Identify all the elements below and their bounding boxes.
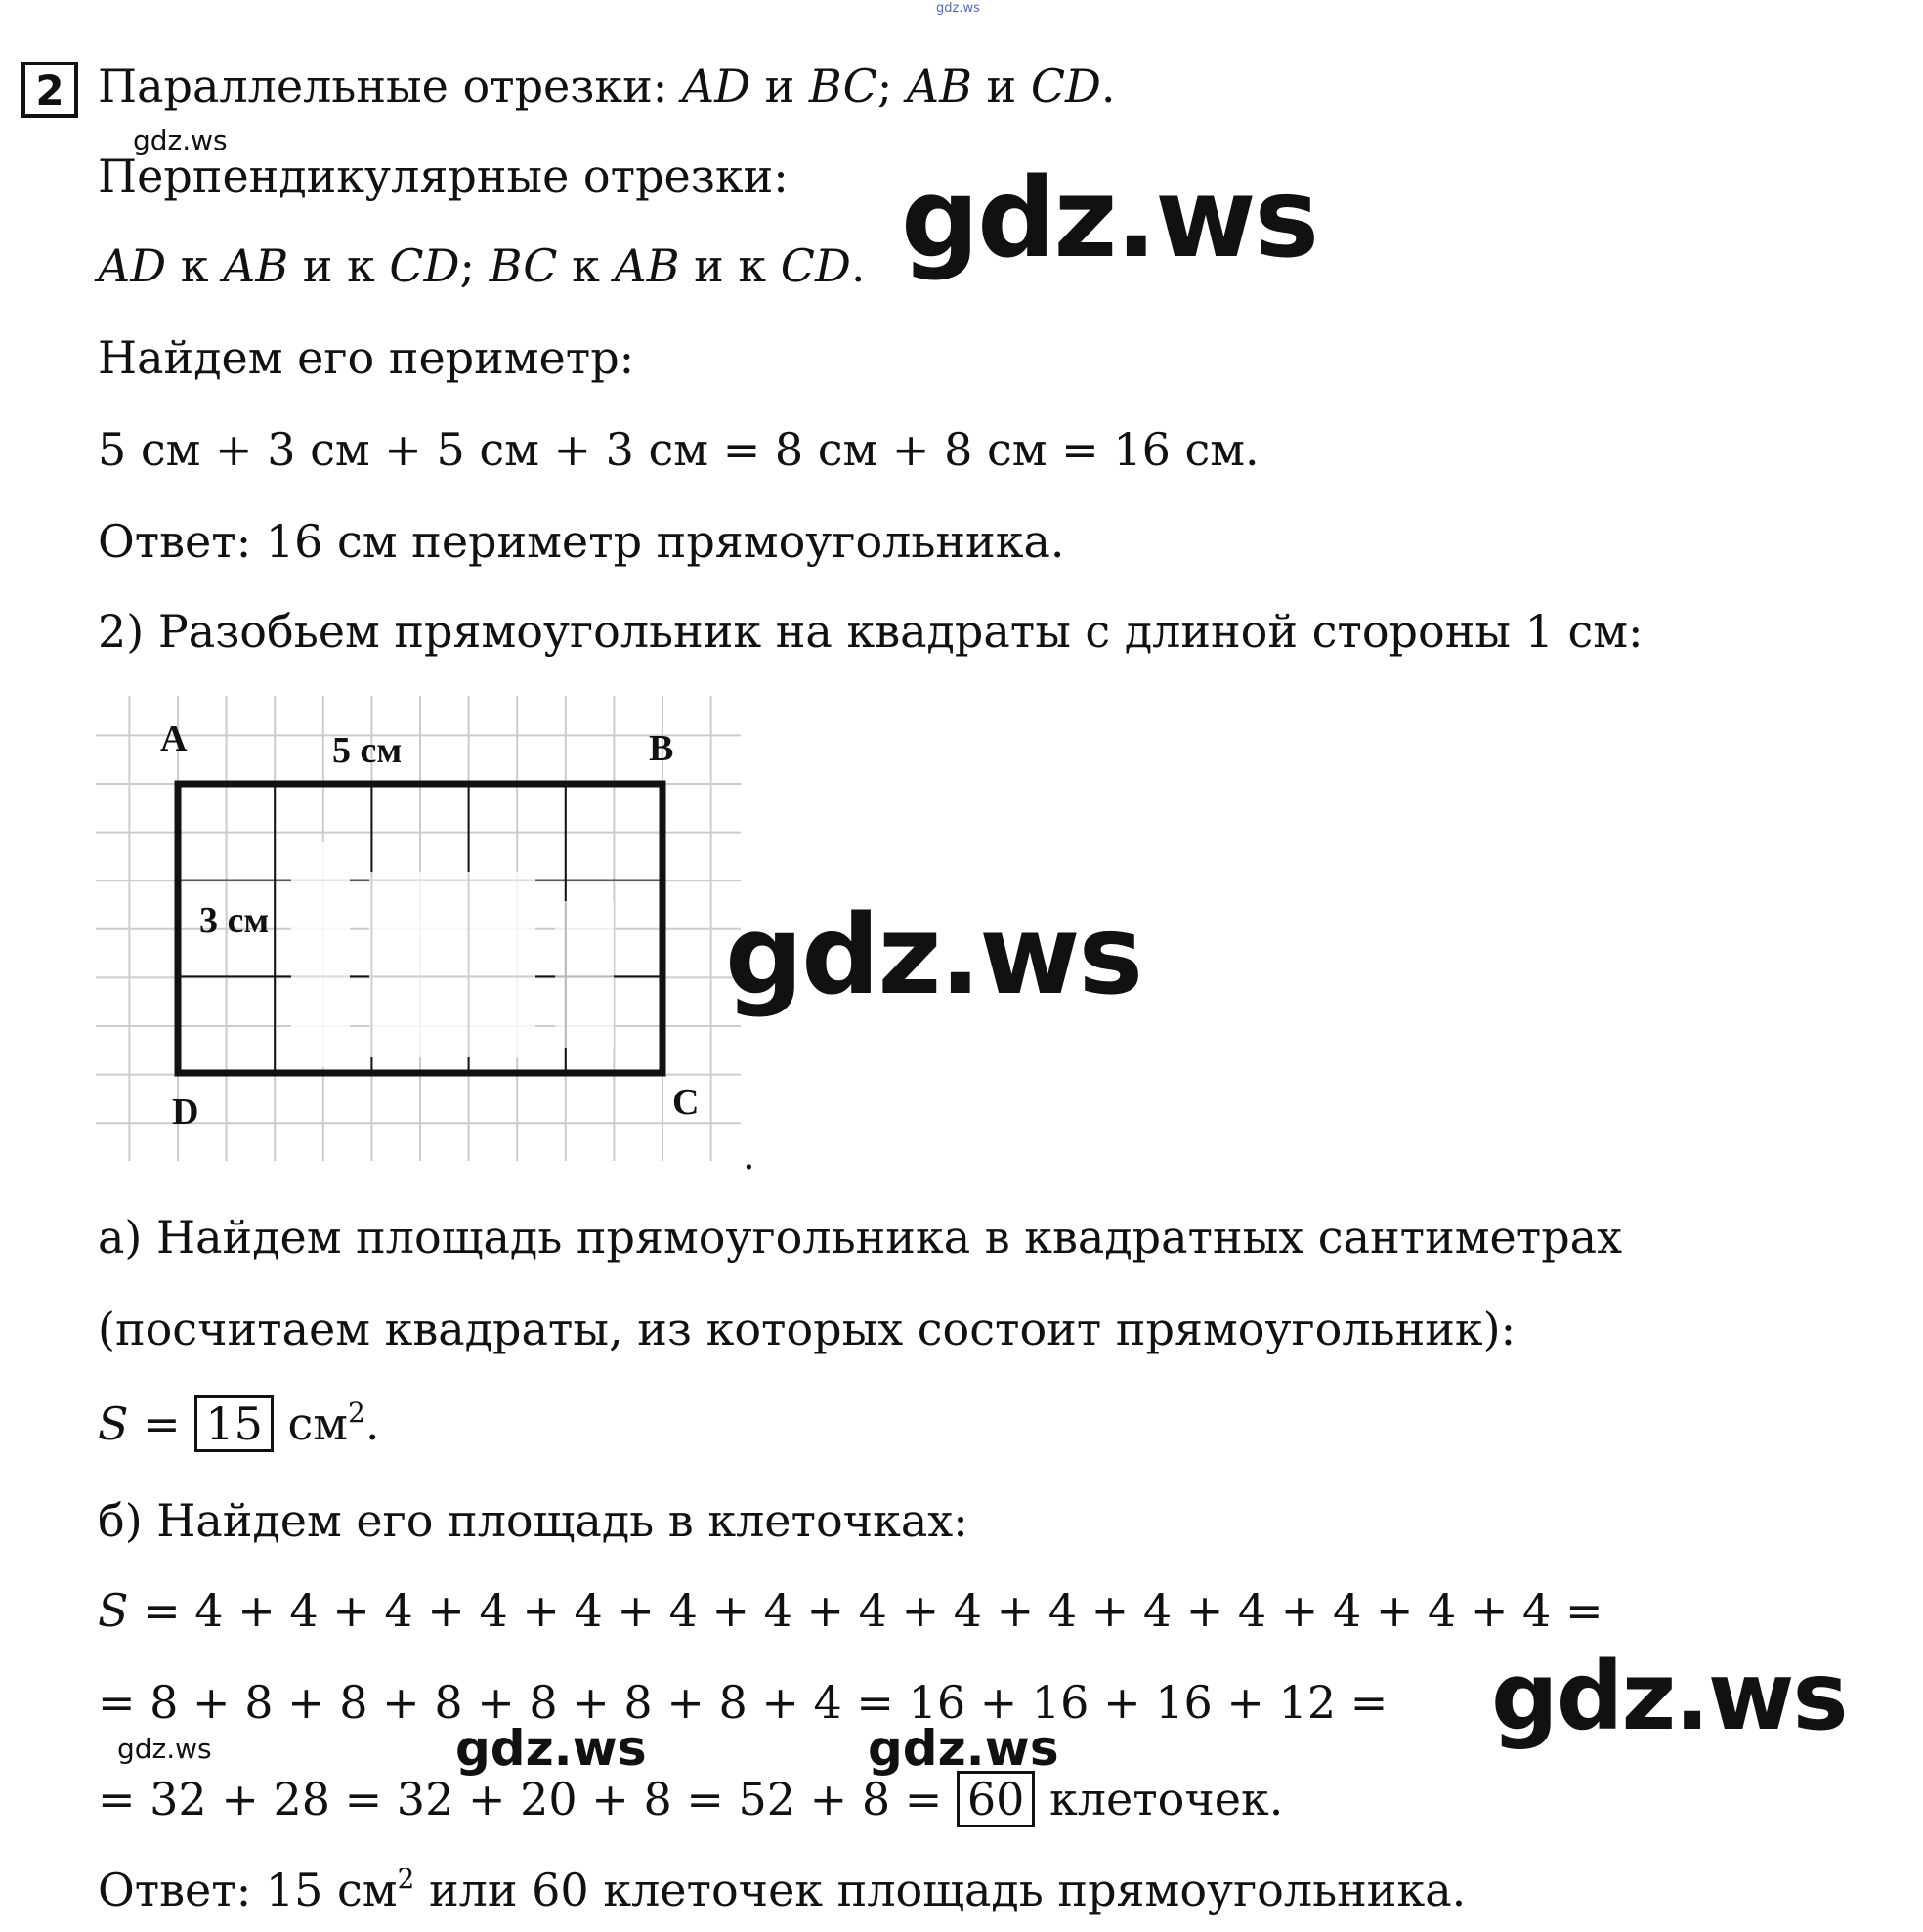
split-heading: 2) Разобьем прямоугольник на квадраты с длиной стороны 1 см:	[98, 605, 1644, 658]
perpendicular-heading: Перпендикулярные отрезки:	[98, 150, 789, 202]
watermark-large-1: gdz.ws	[901, 155, 1318, 282]
smudge-1	[291, 842, 350, 1067]
watermark-medium-1: gdz.ws	[455, 1720, 647, 1777]
smudge-3	[555, 901, 614, 1048]
area-cm-boxed-value: 15	[194, 1395, 274, 1452]
label-d: D	[172, 1092, 199, 1133]
perpendicular-segments-line: AD к AB и к CD; BC к AB и к CD.	[98, 239, 866, 292]
watermark-large-2: gdz.ws	[725, 892, 1142, 1019]
perimeter-heading: Найдем его периметр:	[98, 331, 635, 384]
parallel-segments-line: Параллельные отрезки: AD и BC; AB и CD.	[98, 60, 1116, 112]
watermark-small-1: gdz.ws	[133, 124, 228, 156]
perimeter-answer: Ответ: 16 см периметр прямоугольника.	[98, 515, 1065, 568]
label-a: A	[160, 718, 188, 759]
perimeter-equation: 5 см + 3 см + 5 см + 3 см = 8 см + 8 см = 16 см.	[98, 423, 1260, 476]
watermark-large-3: gdz.ws	[1491, 1642, 1847, 1751]
task-number-box: 2	[21, 62, 78, 118]
side-label-left: 3 см	[199, 900, 270, 941]
area-cells-sum-1: S = 4 + 4 + 4 + 4 + 4 + 4 + 4 + 4 + 4 + 4 + 4 + 4 + 4 + 4 + 4 =	[98, 1584, 1603, 1637]
label-c: C	[672, 1082, 700, 1123]
watermark-small-2: gdz.ws	[117, 1733, 212, 1765]
watermark-medium-2: gdz.ws	[868, 1720, 1059, 1777]
area-cm-result: S = 15 $см^2$.	[98, 1396, 380, 1450]
area-cm-note: (посчитаем квадраты, из которых состоит прямоугольник):	[98, 1303, 1517, 1355]
label-b: B	[649, 728, 674, 769]
rectangle-grid-figure	[96, 696, 760, 1175]
area-cells-boxed-value: 60	[957, 1771, 1036, 1827]
area-cells-sum-2: = 8 + 8 + 8 + 8 + 8 + 8 + 8 + 4 = 16 + 16 + 16 + 12 =	[98, 1676, 1389, 1729]
watermark-top: gdz.ws	[936, 1, 980, 16]
area-cells-heading: б) Найдем его площадь в клеточках:	[98, 1494, 968, 1547]
final-answer: Ответ: 15 $см^2$ или 60 клеточек площадь прямоугольника.	[98, 1863, 1467, 1916]
side-label-top: 5 см	[332, 730, 403, 771]
area-cells-result: = 32 + 28 = 32 + 20 + 8 = 52 + 8 = 60 клеточек.	[98, 1773, 1284, 1825]
smudge-2	[369, 872, 535, 1057]
area-cm-heading: а) Найдем площадь прямоугольника в квадратных сантиметрах	[98, 1211, 1623, 1264]
figure-trailing-dot: .	[743, 1134, 755, 1175]
